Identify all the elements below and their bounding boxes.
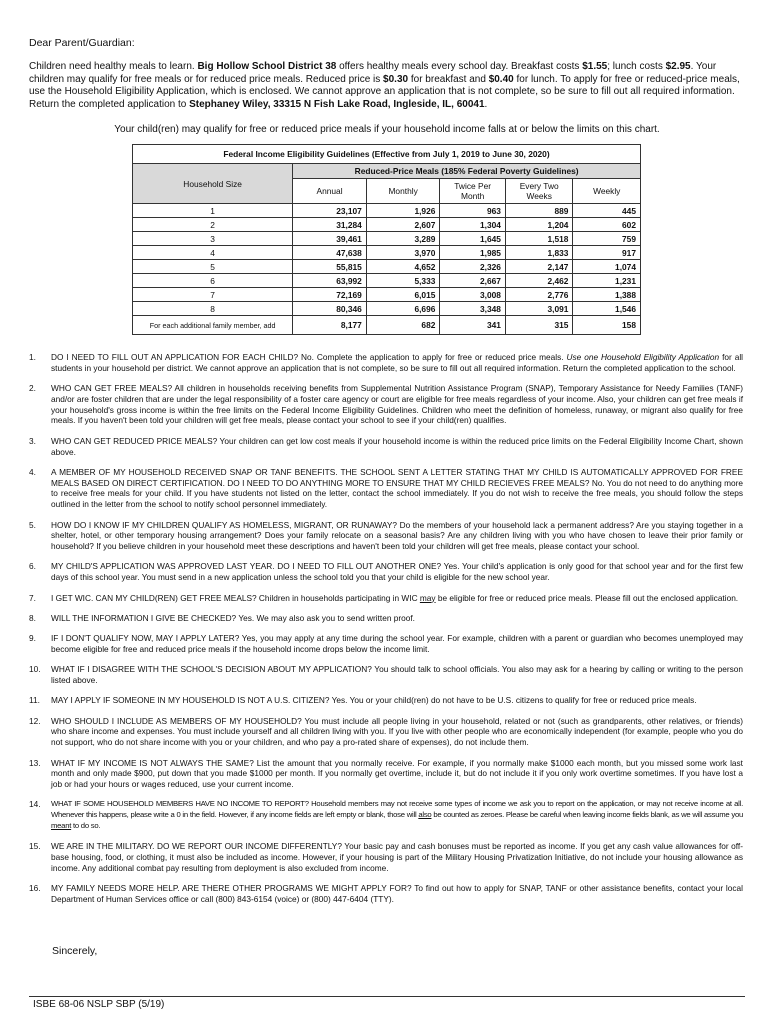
income-cell: 602 — [573, 218, 641, 232]
intro-emphasis: $1.55 — [582, 61, 608, 72]
income-cell: 5,333 — [366, 274, 440, 288]
faq-number: 14. — [29, 799, 41, 810]
faq-number: 13. — [29, 757, 41, 768]
income-cell: 445 — [573, 204, 641, 218]
faq-number: 8. — [29, 612, 36, 623]
faq-item — [29, 883, 745, 905]
income-cell: 963 — [440, 204, 506, 218]
faq-number: 5. — [29, 519, 36, 530]
faq-run: MY FAMILY NEEDS MORE HELP. ARE THERE OTHER PROGRAMS WE MIGHT APPLY FOR? To find out how to apply for SNAP, TANF or other assistance benefits, contact your local Department of Human Services office or call (800) 843-6154 (voice) or (800) 447-6404 (TTY). — [51, 883, 743, 904]
income-cell: 759 — [573, 232, 641, 246]
income-cell: 2,326 — [440, 260, 506, 274]
faq-text — [51, 383, 743, 426]
table-row — [133, 274, 641, 288]
faq-text — [51, 799, 743, 831]
income-cell: 3,091 — [505, 302, 573, 316]
income-cell: 8,177 — [293, 316, 367, 335]
faq-run: MAY I APPLY IF SOMEONE IN MY HOUSEHOLD IS NOT A U.S. CITIZEN? Yes. You or your child(ren) do not have to be U.S. citizens to qualify for free or reduced price meals. — [51, 695, 697, 706]
household-size-cell: 2 — [133, 218, 293, 232]
faq-text — [51, 593, 743, 604]
faq-run: WHO CAN GET FREE MEALS? All children in households receiving benefits from Supplemental Nutrition Assistance Program (SNAP), Temporary Assistance for Needy Families (TANF) and/or are foster children that are under the legal responsibility of a foster care agency or court are eligible for free meals regardless of your income. Also, your children can get free meals if your household's gross income is within the free limits on the Federal Income Eligibility Guidelines. Children who meet the definition of homeless, runaway, or migrant also qualify for free meals. If you haven't been told your children will get free meals, please contact your school to see if your child(ren) qualifies. — [51, 383, 743, 426]
income-cell: 3,348 — [440, 302, 506, 316]
intro-text: for breakfast and — [408, 73, 489, 85]
faq-text — [51, 613, 743, 624]
faq-item — [29, 695, 745, 706]
faq-text — [51, 436, 743, 458]
faq-list — [29, 352, 745, 914]
faq-text — [51, 695, 743, 706]
income-cell: 1,204 — [505, 218, 573, 232]
faq-underline: meant — [51, 821, 72, 830]
greeting: Dear Parent/Guardian: — [29, 37, 135, 49]
income-cell: 2,462 — [505, 274, 573, 288]
faq-number: 15. — [29, 841, 41, 852]
faq-item — [29, 561, 745, 583]
faq-run: HOW DO I KNOW IF MY CHILDREN QUALIFY AS HOMELESS, MIGRANT, OR RUNAWAY? Do the members of your household lack a permanent address? Are you staying together in a shelter, hotel, or other temporary housing arrangement? Does your family relocate on a seasonal basis? Are any children living with you who have chosen to leave their prior family or household? If you believe children in your household meet these descriptions and haven't been told your children will get free meals, please contact your school. — [51, 519, 743, 552]
faq-underline: may — [419, 592, 436, 603]
household-size-cell: 5 — [133, 260, 293, 274]
household-size-cell: 7 — [133, 288, 293, 302]
faq-run: WHAT IF I DISAGREE WITH THE SCHOOL'S DECISION ABOUT MY APPLICATION? You should talk to school officials. You also may ask for a hearing by calling or writing to the person listed above. — [51, 664, 743, 686]
faq-item — [29, 664, 745, 686]
faq-item — [29, 841, 745, 873]
header-every-two-weeks: Every Two Weeks — [505, 179, 573, 204]
faq-text — [51, 561, 743, 583]
intro-emphasis: $2.95 — [665, 61, 691, 72]
household-size-cell: For each additional family member, add — [133, 316, 293, 335]
income-cell: 1,074 — [573, 260, 641, 274]
income-cell: 1,304 — [440, 218, 506, 232]
intro-text: . Your children may qualify for free meals or for reduced price meals. Reduced price is — [29, 61, 717, 85]
income-cell: 2,147 — [505, 260, 573, 274]
faq-run: to do so. — [71, 821, 101, 830]
faq-run: MY CHILD'S APPLICATION WAS APPROVED LAST YEAR. DO I NEED TO FILL OUT ANOTHER ONE? Yes. Your child's application is only good for that school year and for the first few days of this school year. You must send in a new application unless the school told you that your child is eligible for the new school year. — [51, 561, 743, 583]
intro-text: Children need healthy meals to learn. — [29, 61, 198, 72]
table-row — [133, 260, 641, 274]
household-size-cell: 8 — [133, 302, 293, 316]
income-cell: 47,638 — [293, 246, 367, 260]
income-cell: 1,518 — [505, 232, 573, 246]
faq-run: IF I DON'T QUALIFY NOW, MAY I APPLY LATER? Yes, you may apply at any time during the school year. For example, children with a parent or guardian who becomes unemployed may become eligible for free and reduced price meals if the household income drops below the income limit. — [51, 633, 743, 654]
intro-emphasis: $0.40 — [488, 73, 514, 85]
faq-item — [29, 799, 745, 831]
faq-run: WHO SHOULD I INCLUDE AS MEMBERS OF MY HOUSEHOLD? You must include all people living in your household, related or not (such as grandparents, other relatives, or friends) who share income and expenses. You must include yourself and all children living with you. If you live with other people who are economically independent (for example, people who you do not support, who do not share income with you or your children, and who pay a pro-rated share of expenses), do not include them. — [51, 715, 743, 748]
income-cell: 2,607 — [366, 218, 440, 232]
faq-item — [29, 520, 745, 552]
faq-number: 1. — [29, 352, 36, 362]
sincerely: Sincerely, — [52, 945, 98, 957]
income-eligibility-table — [132, 144, 641, 335]
income-cell: 158 — [573, 316, 641, 335]
income-cell: 31,284 — [293, 218, 367, 232]
income-cell: 682 — [366, 316, 440, 335]
header-weekly: Weekly — [573, 179, 641, 204]
intro-text: offers healthy meals every school day. Breakfast costs — [336, 61, 583, 72]
table-title: Federal Income Eligibility Guidelines (Effective from July 1, 2019 to June 30, 2020) — [133, 145, 641, 164]
income-cell: 1,985 — [440, 246, 506, 260]
faq-text — [51, 520, 743, 552]
intro-emphasis: Stephaney Wiley, 33315 N Fish Lake Road, Ingleside, IL, 60041 — [189, 98, 485, 110]
table-subtitle: Reduced-Price Meals (185% Federal Poverty Guidelines) — [293, 164, 641, 179]
footer-rule — [29, 996, 745, 997]
table-body — [133, 204, 641, 335]
income-cell: 80,346 — [293, 302, 367, 316]
faq-italic: Use one Household Eligibility Application — [566, 352, 720, 362]
faq-item — [29, 436, 745, 458]
faq-number: 10. — [29, 664, 41, 675]
income-cell: 1,926 — [366, 204, 440, 218]
income-cell: 1,388 — [573, 288, 641, 302]
table-row — [133, 218, 641, 232]
header-annual: Annual — [293, 179, 367, 204]
income-cell: 2,776 — [505, 288, 573, 302]
income-cell: 6,696 — [366, 302, 440, 316]
income-cell: 1,833 — [505, 246, 573, 260]
faq-item — [29, 593, 745, 604]
faq-item — [29, 383, 745, 426]
faq-item — [29, 758, 745, 790]
income-cell: 1,546 — [573, 302, 641, 316]
header-household-size: Household Size — [133, 164, 293, 204]
income-cell: 6,015 — [366, 288, 440, 302]
faq-run: WHAT IF MY INCOME IS NOT ALWAYS THE SAME? List the amount that you normally receive. For example, if you normally make $1000 each month, but you missed some work last month and only made $900, put down that you made $1000 per month. If you normally get overtime, include it, but do not include it if you only work overtime sometimes. If you have lost a job or had your hours or wages reduced, use your current income. — [51, 757, 743, 790]
household-size-cell: 1 — [133, 204, 293, 218]
intro-text: ; lunch costs — [607, 61, 666, 72]
income-cell: 917 — [573, 246, 641, 260]
income-cell: 3,008 — [440, 288, 506, 302]
household-size-cell: 4 — [133, 246, 293, 260]
income-cell: 341 — [440, 316, 506, 335]
income-cell: 3,970 — [366, 246, 440, 260]
faq-item — [29, 716, 745, 748]
faq-number: 2. — [29, 383, 36, 394]
faq-run: be counted as zeroes. Please be careful when leaving income fields blank, as we will assume you — [431, 810, 743, 820]
intro-emphasis: $0.30 — [383, 73, 409, 85]
income-cell: 72,169 — [293, 288, 367, 302]
faq-run: A MEMBER OF MY HOUSEHOLD RECEIVED SNAP OR TANF BENEFITS. THE SCHOOL SENT A LETTER STATING THAT MY CHILD IS AUTOMATICALLY APPROVED FOR FREE MEALS BASED ON DIRECT CERTIFICATION. DO I NEED TO DO ANYTHING MORE TO ENSURE THAT MY CHILD RECIEVES FREE MEALS? No. You do not need to do anything more to receive free meals for your child. If you have students not listed on the letter, contact the school immediately. If you do not wish to receive the free meals, you should follow the steps outlined in the letter from the school to notify school personnel immediately. — [51, 466, 743, 510]
faq-number: 4. — [29, 466, 36, 477]
table-row-additional-member — [133, 316, 641, 335]
faq-text — [51, 664, 743, 686]
faq-number: 16. — [29, 883, 41, 894]
household-size-cell: 3 — [133, 232, 293, 246]
faq-text — [51, 467, 743, 510]
faq-run: be eligible for free or reduced price meals. Please fill out the enclosed application. — [435, 592, 739, 603]
faq-run: WILL THE INFORMATION I GIVE BE CHECKED? Yes. We may also ask you to send written proof. — [51, 612, 415, 623]
header-twice-per-month: Twice Per Month — [440, 179, 506, 204]
intro-emphasis: Big Hollow School District 38 — [197, 61, 337, 72]
intro-paragraph — [29, 61, 745, 111]
household-size-cell: 6 — [133, 274, 293, 288]
faq-text — [51, 633, 743, 655]
intro-text: . — [484, 98, 488, 110]
income-cell: 889 — [505, 204, 573, 218]
faq-run: WHAT IF SOME HOUSEHOLD MEMBERS HAVE NO INCOME TO REPORT? Household members may not receive some types of income we ask you to report on the application, or may not receive income at all. Whenever this happens, please write a 0 in the field. However, if any income fields are left empty or blank, those will — [51, 799, 743, 820]
faq-run: I GET WIC. CAN MY CHILD(REN) GET FREE MEALS? Children in households participating in WIC — [51, 592, 420, 603]
income-cell: 39,461 — [293, 232, 367, 246]
faq-item — [29, 467, 745, 510]
table-row — [133, 288, 641, 302]
faq-text — [51, 716, 743, 748]
table-row — [133, 232, 641, 246]
income-cell: 4,652 — [366, 260, 440, 274]
faq-number: 6. — [29, 561, 36, 572]
income-cell: 55,815 — [293, 260, 367, 274]
chart-note: Your child(ren) may qualify for free or reduced price meals if your household income falls at or below the limits on this chart. — [114, 124, 660, 135]
faq-run: WHO CAN GET REDUCED PRICE MEALS? Your children can get low cost meals if your household income is within the reduced price limits on the Federal Eligibility Income Chart, shown above. — [51, 435, 743, 457]
income-cell: 315 — [505, 316, 573, 335]
faq-number: 12. — [29, 715, 41, 726]
faq-number: 9. — [29, 633, 36, 644]
table-row — [133, 302, 641, 316]
faq-item — [29, 613, 745, 624]
income-cell: 23,107 — [293, 204, 367, 218]
form-number: ISBE 68-06 NSLP SBP (5/19) — [33, 999, 165, 1010]
faq-underline: also — [418, 810, 432, 820]
faq-text — [51, 883, 743, 905]
intro-text: for lunch. To apply for free or reduced-price meals, use the Household Eligibility Application, which is enclosed. We cannot approve an application that is not complete, so be sure to fill out all required information. Return the completed application to — [29, 73, 740, 110]
income-cell: 63,992 — [293, 274, 367, 288]
income-cell: 2,667 — [440, 274, 506, 288]
header-monthly: Monthly — [366, 179, 440, 204]
faq-text — [51, 352, 743, 374]
faq-number: 7. — [29, 592, 36, 603]
faq-run: WE ARE IN THE MILITARY. DO WE REPORT OUR INCOME DIFFERENTLY? Your basic pay and cash bonuses must be reported as income. If you get any cash value allowances for off-base housing, food, or clothing, it must also be included as income. However, if your housing is part of the Military Housing Privatization Initiative, do not include your housing allowance as income. Any additional combat pay resulting from deployment is also excluded from income. — [51, 841, 743, 873]
faq-number: 3. — [29, 435, 36, 446]
income-cell: 1,645 — [440, 232, 506, 246]
table-row — [133, 204, 641, 218]
income-cell: 3,289 — [366, 232, 440, 246]
faq-run: DO I NEED TO FILL OUT AN APPLICATION FOR EACH CHILD? No. Complete the application to apply for free or reduced price meals. — [51, 352, 567, 362]
faq-text — [51, 841, 743, 873]
faq-item — [29, 352, 745, 374]
faq-item — [29, 633, 745, 655]
faq-run: for all students in your household per district. We cannot approve an application that is not complete, so be sure to fill out all required information. Return the completed application to the school. — [51, 352, 743, 373]
faq-number: 11. — [29, 695, 40, 706]
faq-text — [51, 758, 743, 790]
table-row — [133, 246, 641, 260]
income-cell: 1,231 — [573, 274, 641, 288]
